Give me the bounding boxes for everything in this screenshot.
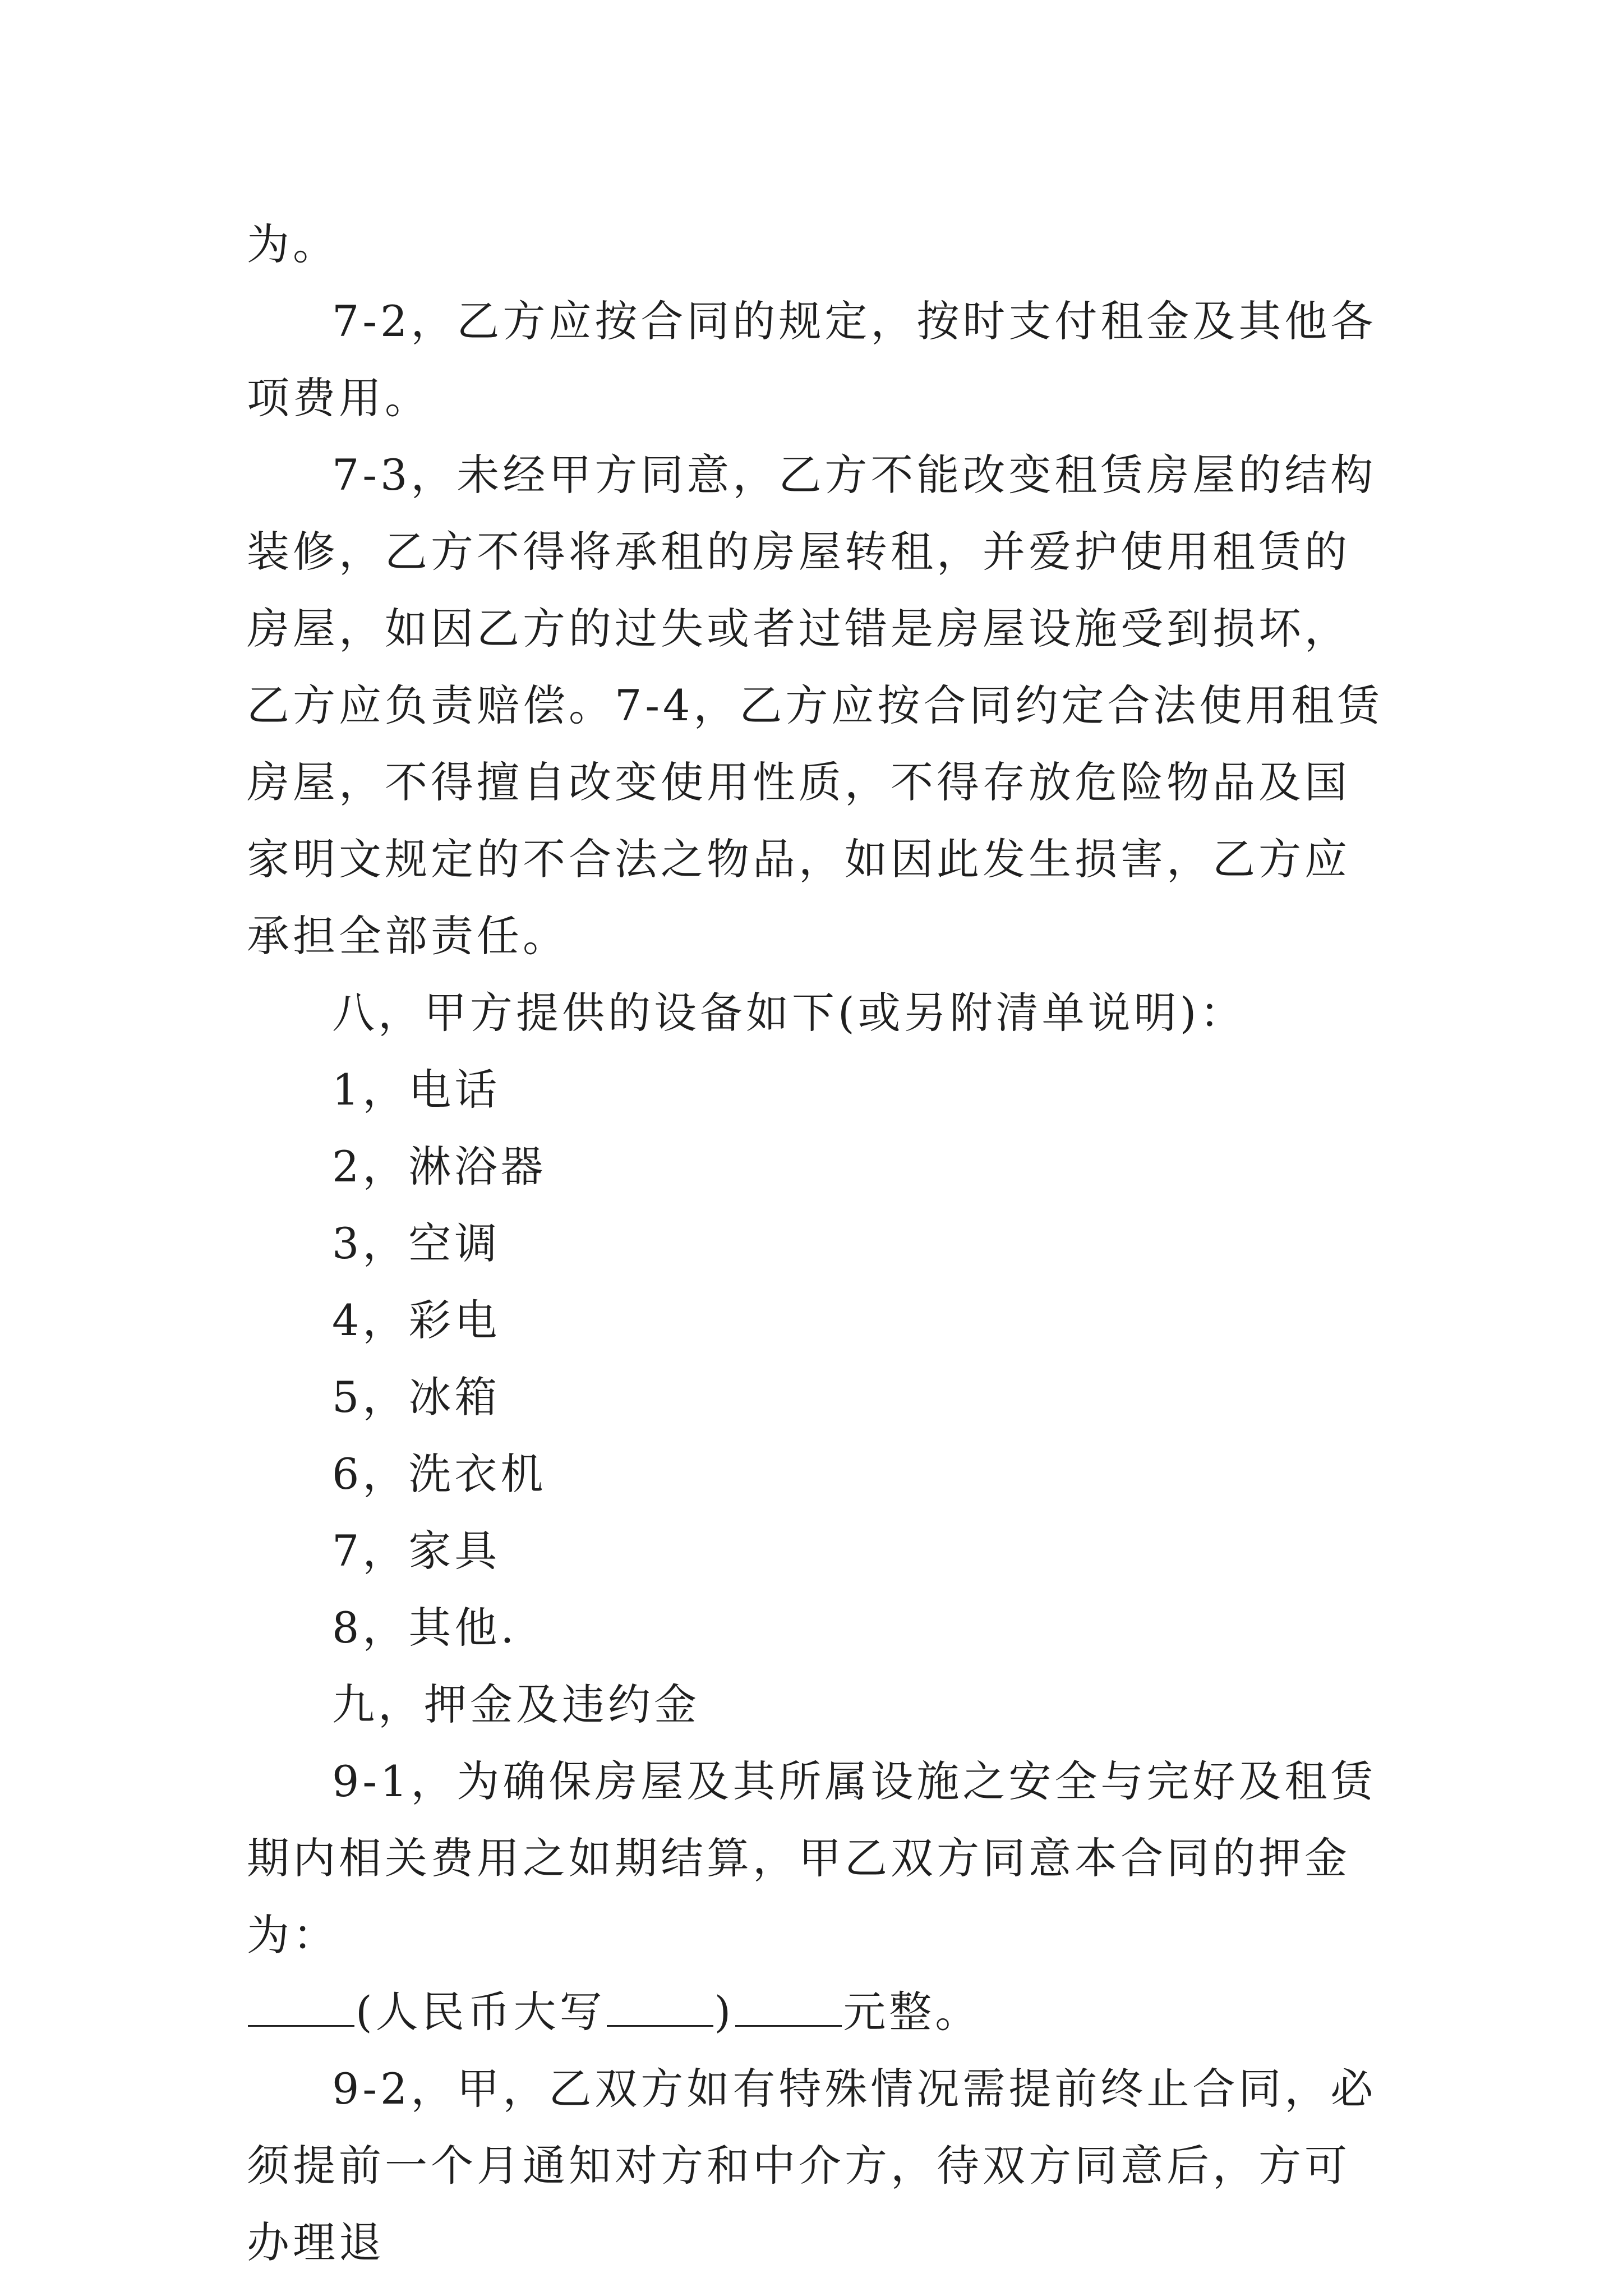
equipment-item-7: 7，家具 — [332, 1526, 501, 1576]
document-body — [247, 206, 1391, 2281]
clause-7-2: 7-2，乙方应按合同的规定，按时支付租金及其他各项费用。 — [247, 296, 1377, 423]
equipment-item-5: 5，冰箱 — [332, 1372, 501, 1422]
deposit-blank-3[interactable] — [735, 1987, 842, 2027]
clause-9-1: 9-1，为确保房屋及其所属设施之安全与完好及租赁期内相关费用之如期结算，甲乙双方同意本合同的押金为： — [247, 1756, 1377, 1960]
deposit-text-1: (人民币大写 — [356, 1987, 606, 2037]
equipment-item-4: 4，彩电 — [332, 1295, 501, 1345]
section-9-heading: 九，押金及违约金 — [332, 1680, 700, 1729]
equipment-item-2: 2，淋浴器 — [332, 1142, 547, 1191]
clause-9-2: 9-2，甲，乙双方如有特殊情况需提前终止合同，必须提前一个月通知对方和中介方，待双方同意后，方可办理退 — [247, 2064, 1377, 2267]
deposit-text-2: ) — [714, 1987, 735, 2037]
equipment-item-1: 1，电话 — [332, 1065, 501, 1115]
paragraph-continuation: 为。 — [247, 219, 339, 269]
deposit-blank-2[interactable] — [607, 1987, 713, 2027]
deposit-text-3: 元整。 — [843, 1987, 981, 2037]
deposit-blank-1[interactable] — [248, 1987, 354, 2027]
equipment-item-3: 3，空调 — [332, 1218, 501, 1268]
section-8-heading: 八，甲方提供的设备如下(或另附清单说明)： — [332, 988, 1246, 1038]
equipment-item-6: 6，洗衣机 — [332, 1449, 547, 1499]
equipment-item-8: 8，其他. — [332, 1603, 518, 1653]
clause-7-3-7-4: 7-3，未经甲方同意，乙方不能改变租赁房屋的结构装修，乙方不得将承租的房屋转租，并爱护使用租赁的房屋，如因乙方的过失或者过错是房屋设施受到损坏，乙方应负责赔偿。7-4，乙方应按合同约定合法使用租赁房屋，不得擅自改变使用性质，不得存放危险物品及国家明文规定的不合法之物品，如因此发生损害，乙方应承担全部责任。 — [247, 450, 1384, 961]
deposit-amount-line — [247, 1973, 1391, 2050]
